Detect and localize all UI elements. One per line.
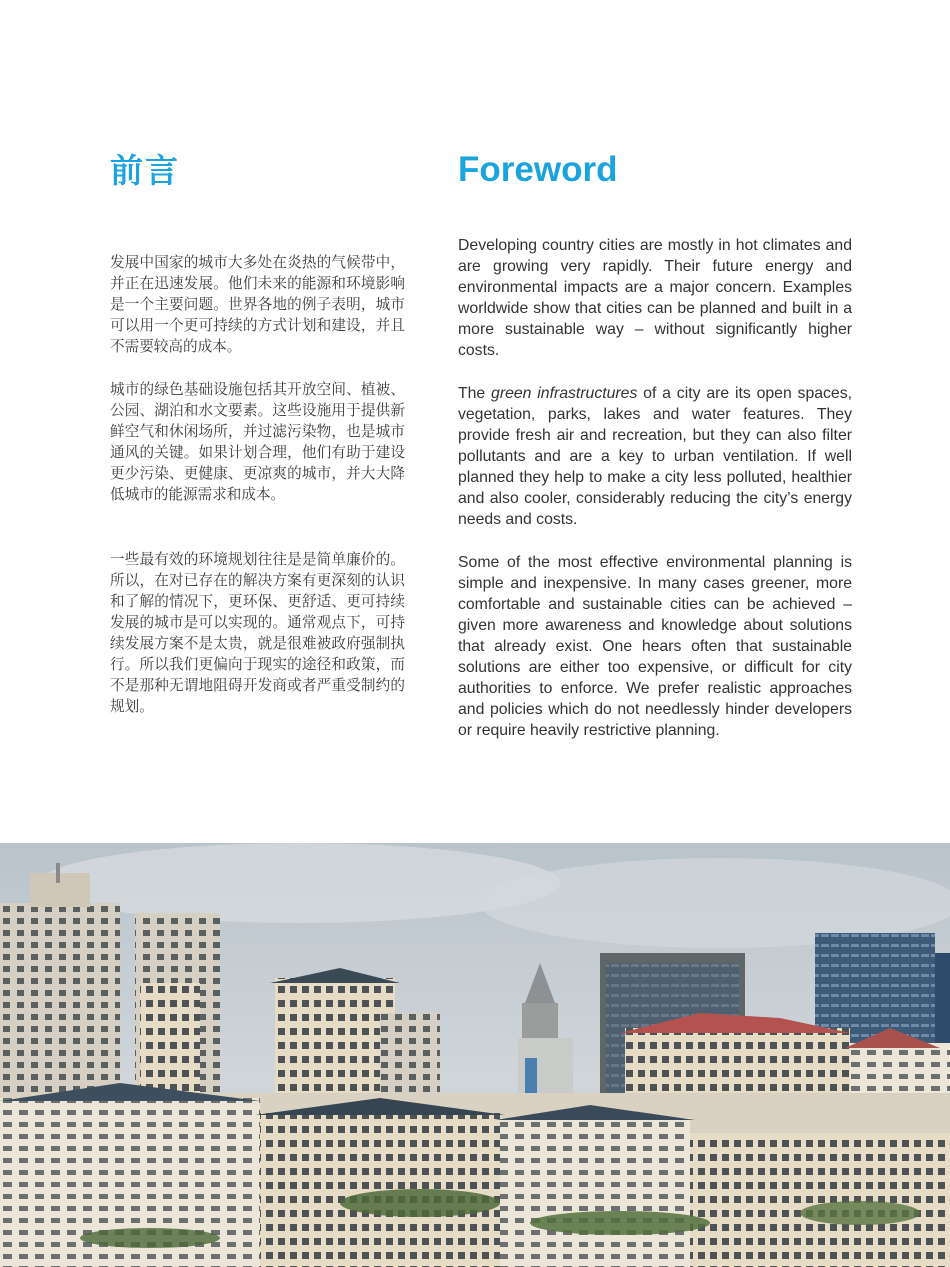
chinese-paragraph-2: 城市的绿色基础设施包括其开放空间、植被、公园、湖泊和水文要素。这些设施用于提供新鲜空气和休闲场所，并过滤污染物，也是城市通风的关键。如果计划合理，他们有助于建设更少污染、更健康、更凉爽的城市，并大大降低城市的能源需求和成本。 [110,381,405,503]
english-paragraph-2-prefix: The [458,385,492,402]
chinese-paragraph-3: 一些最有效的环境规划往往是是简单廉价的。所以，在对已存在的解决方案有更深刻的认识和了解的情况下，更环保、更舒适、更可持续发展的城市是可以实现的。通常观点下，可持续发展方案不是太贵，就是很难被政府强制执行。所以我们更偏向于现实的途径和政策，而不是那种无谓地阻碍开发商或者严重受制约的规划。 [110,551,405,715]
city-skyline-photo [0,843,950,1267]
chinese-title: 前言 [110,151,180,190]
chinese-paragraph-1: 发展中国家的城市大多处在炎热的气候带中，并正在迅速发展。他们未来的能源和环境影响是一个主要问题。世界各地的例子表明，城市可以用一个更可持续的方式计划和建设，并且不需要较高的成本。 [110,254,405,355]
english-paragraph-3: Some of the most effective environmental planning is simple and inexpensive. In many cases greener, more comfortable and sustainable cities can be achieved – given more awareness and knowledge about solutions that already exist. One hears often that sustainable solutions are either too expensive, or difficult for city authorities to enforce. We prefer realistic approaches and policies which do not needlessly hinder developers or require heavily restrictive planning. [458,554,852,739]
chinese-column [110,145,405,717]
english-paragraph-1: Developing country cities are mostly in hot climates and are growing very rapidly. Their future energy and environmental impacts are a major concern. Examples worldwide show that cities can be planned and built in a more sustainable way – without significantly higher costs. [458,237,852,359]
english-paragraph-2-rest: of a city are its open spaces, vegetation, parks, lakes and water features. They provide fresh air and recreation, but they can also filter pollutants and are a key to urban ventilation. If well planned they help to make a city less polluted, healthier and also cooler, considerably reducing the city’s energy needs and costs. [458,385,852,528]
english-title: Foreword [458,150,618,189]
green-infrastructures-emphasis: green infrastructures [491,385,638,402]
city-skyline-illustration [0,843,950,1267]
english-column [458,150,852,741]
english-paragraph-2 [458,383,852,530]
